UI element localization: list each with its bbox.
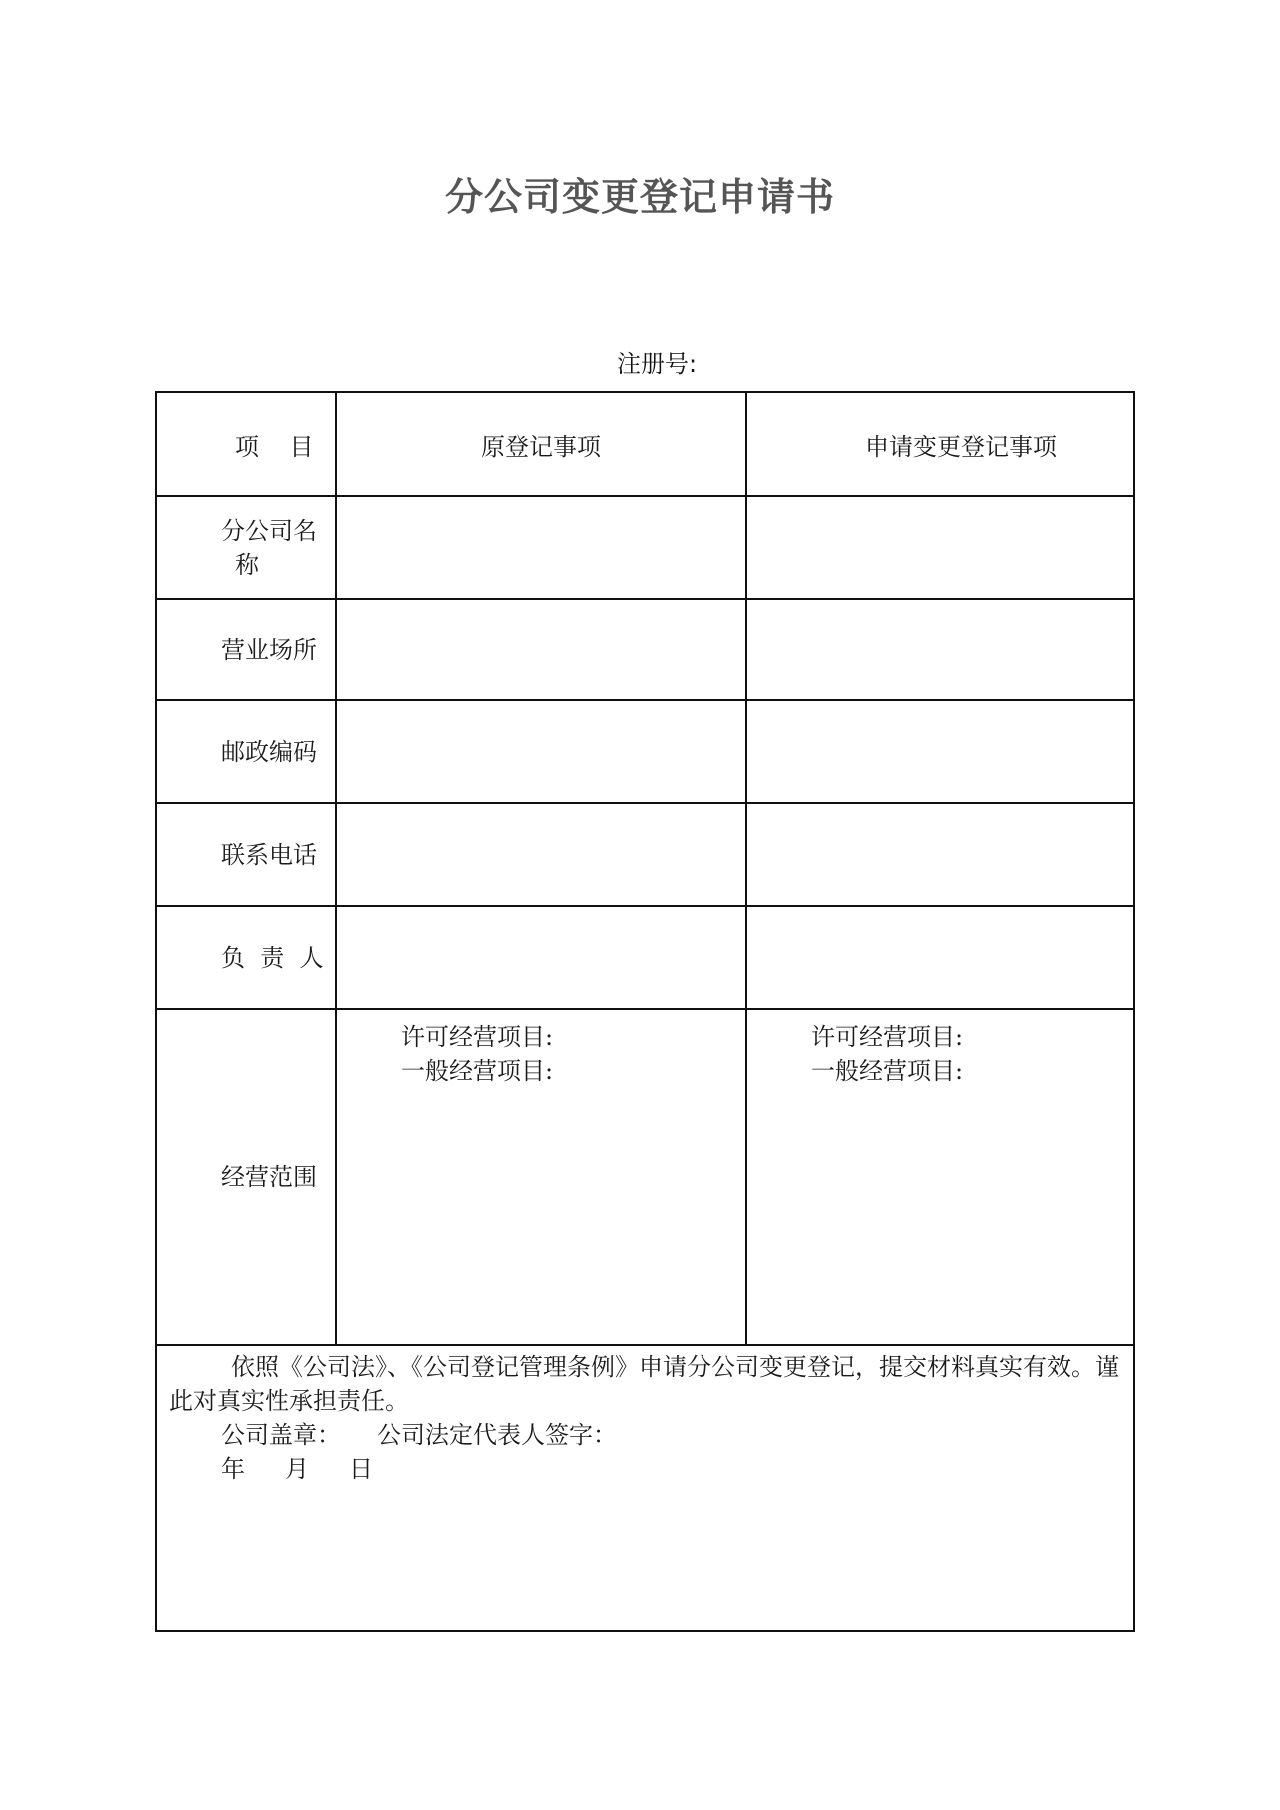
year-label: 年 xyxy=(221,1455,245,1483)
page-title: 分公司变更登记申请书 xyxy=(444,175,835,219)
requested-licensed-items-label: 许可经营项目: xyxy=(811,1023,964,1051)
table-row xyxy=(156,599,1134,700)
requested-phone-field[interactable] xyxy=(746,803,1134,906)
requested-general-items-label: 一般经营项目: xyxy=(811,1057,964,1085)
header-item: 项 目 xyxy=(156,392,336,496)
table-row xyxy=(156,803,1134,906)
table-row xyxy=(156,700,1134,803)
original-business-scope-field[interactable] xyxy=(336,1009,746,1345)
declaration-row xyxy=(156,1345,1134,1631)
requested-business-premises-field[interactable] xyxy=(746,599,1134,700)
header-requested: 申请变更登记事项 xyxy=(746,392,1134,496)
declaration-cell xyxy=(156,1345,1134,1631)
row-label-phone: 联系电话 xyxy=(156,803,336,906)
row-label-business-scope: 经营范围 xyxy=(156,1009,336,1345)
date-line[interactable] xyxy=(169,1452,1119,1486)
table-row-business-scope xyxy=(156,1009,1134,1345)
table-row xyxy=(156,906,1134,1009)
requested-branch-name-field[interactable] xyxy=(746,496,1134,599)
row-label-postal-code: 邮政编码 xyxy=(156,700,336,803)
requested-business-scope-field[interactable] xyxy=(746,1009,1134,1345)
original-general-items-label: 一般经营项目: xyxy=(401,1057,554,1085)
month-label: 月 xyxy=(285,1455,309,1483)
declaration-text: 依照《公司法》、《公司登记管理条例》申请分公司变更登记，提交材料真实有效。谨此对真实性承担责任。 xyxy=(169,1353,1119,1415)
legal-representative-signature-label[interactable]: 公司法定代表人签字： xyxy=(377,1421,617,1449)
original-phone-field[interactable] xyxy=(336,803,746,906)
change-registration-table xyxy=(155,391,1135,1632)
row-label-person-in-charge: 负 责 人 xyxy=(156,906,336,1009)
requested-person-in-charge-field[interactable] xyxy=(746,906,1134,1009)
requested-postal-code-field[interactable] xyxy=(746,700,1134,803)
original-postal-code-field[interactable] xyxy=(336,700,746,803)
original-branch-name-field[interactable] xyxy=(336,496,746,599)
original-person-in-charge-field[interactable] xyxy=(336,906,746,1009)
table-header-row xyxy=(156,392,1134,496)
registration-number-label: 注册号: xyxy=(617,350,698,378)
row-label-business-premises: 营业场所 xyxy=(156,599,336,700)
seal-signature-line xyxy=(169,1418,1119,1452)
row-label-branch-name: 分公司名 称 xyxy=(156,496,336,599)
company-seal-label: 公司盖章： xyxy=(221,1421,341,1449)
day-label: 日 xyxy=(349,1455,373,1483)
original-licensed-items-label: 许可经营项目: xyxy=(401,1023,554,1051)
original-business-premises-field[interactable] xyxy=(336,599,746,700)
table-row xyxy=(156,496,1134,599)
header-original: 原登记事项 xyxy=(336,392,746,496)
